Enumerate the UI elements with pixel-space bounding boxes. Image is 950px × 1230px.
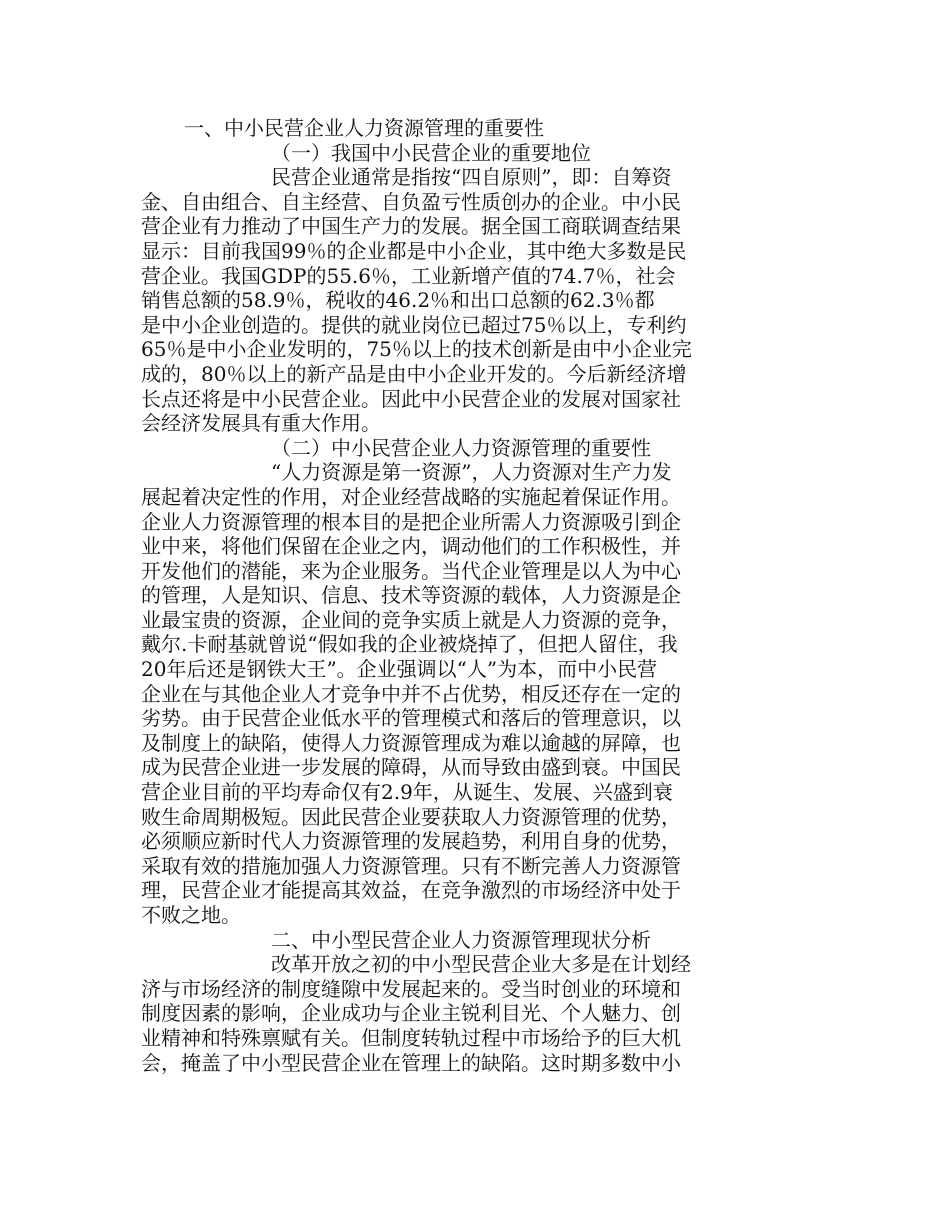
paragraph-first-line: 改革开放之初的中小型民营企业大多是在计划经 bbox=[271, 952, 691, 977]
body-text-line: 必须顺应新时代人力资源管理的发展趋势，利用自身的优势， bbox=[141, 829, 681, 854]
body-text-line: 业中来，将他们保留在企业之内，调动他们的工作积极性，并 bbox=[141, 534, 681, 559]
paragraph-first-line: 民营企业通常是指按“四自原则”，即：自筹资 bbox=[271, 165, 672, 190]
body-text-line: 理，民营企业才能提高其效益，在竞争激烈的市场经济中处于 bbox=[141, 878, 681, 903]
body-text-line: 开发他们的潜能，来为企业服务。当代企业管理是以人为中心 bbox=[141, 558, 681, 583]
body-text-line: 营企业目前的平均寿命仅有2.9年，从诞生、发展、兴盛到衰 bbox=[141, 780, 673, 805]
body-text-line: 采取有效的措施加强人力资源管理。只有不断完善人力资源管 bbox=[141, 853, 681, 878]
body-text-line: 金、自由组合、自主经营、自负盈亏性质创办的企业。中小民 bbox=[141, 189, 681, 214]
document-body bbox=[141, 116, 751, 1075]
body-text-line: 济与市场经济的制度缝隙中发展起来的。受当时创业的环境和 bbox=[141, 976, 681, 1001]
body-text-line: 成的，80％以上的新产品是由中小企业开发的。今后新经济增 bbox=[141, 361, 687, 386]
subsection-heading: （二）中小民营企业人力资源管理的重要性 bbox=[271, 435, 651, 460]
body-text-line: 戴尔.卡耐基就曾说“假如我的企业被烧掉了，但把人留住，我 bbox=[141, 632, 678, 657]
body-text-line: 败生命周期极短。因此民营企业要获取人力资源管理的优势， bbox=[141, 804, 681, 829]
body-text-line: 的管理，人是知识、信息、技术等资源的载体，人力资源是企 bbox=[141, 583, 681, 608]
body-text-line: 显示：目前我国99％的企业都是中小企业，其中绝大多数是民 bbox=[141, 238, 687, 263]
body-text-line: 业精神和特殊禀赋有关。但制度转轨过程中市场给予的巨大机 bbox=[141, 1025, 681, 1050]
section-heading: 一、中小民营企业人力资源管理的重要性 bbox=[184, 116, 544, 140]
section-heading: 二、中小型民营企业人力资源管理现状分析 bbox=[271, 927, 651, 952]
body-text-line: 企业在与其他企业人才竞争中并不占优势，相反还存在一定的 bbox=[141, 681, 681, 706]
subsection-heading: （一）我国中小民营企业的重要地位 bbox=[271, 140, 591, 165]
body-text-line: 制度因素的影响，企业成功与企业主锐利目光、个人魅力、创 bbox=[141, 1001, 681, 1026]
body-text-line: 劣势。由于民营企业低水平的管理模式和落后的管理意识，以 bbox=[141, 706, 681, 731]
body-text-line: 销售总额的58.9％，税收的46.2％和出口总额的62.3％都 bbox=[141, 288, 655, 313]
body-text-line: 20年后还是钢铁大王”。企业强调以“人”为本，而中小民营 bbox=[141, 657, 658, 682]
body-text-line: 营企业有力推动了中国生产力的发展。据全国工商联调查结果 bbox=[141, 214, 681, 239]
body-text-line: 成为民营企业进一步发展的障碍，从而导致由盛到衰。中国民 bbox=[141, 755, 681, 780]
body-text-line: 不败之地。 bbox=[141, 903, 241, 927]
paragraph-first-line: “人力资源是第一资源”，人力资源对生产力发 bbox=[271, 460, 672, 485]
body-text-line: 展起着决定性的作用，对企业经营战略的实施起着保证作用。 bbox=[141, 484, 681, 509]
body-text-line: 及制度上的缺陷，使得人力资源管理成为难以逾越的屏障，也 bbox=[141, 730, 681, 755]
body-text-line: 营企业。我国GDP的55.6％，工业新增产值的74.7％，社会 bbox=[141, 263, 676, 288]
body-text-line: 业最宝贵的资源，企业间的竞争实质上就是人力资源的竞争， bbox=[141, 607, 681, 632]
body-text-line: 企业人力资源管理的根本目的是把企业所需人力资源吸引到企 bbox=[141, 509, 681, 534]
body-text-line: 65％是中小企业发明的，75％以上的技术创新是由中小企业完 bbox=[141, 337, 692, 362]
body-text-line: 会经济发展具有重大作用。 bbox=[141, 411, 381, 436]
body-text-line: 会，掩盖了中小型民营企业在管理上的缺陷。这时期多数中小 bbox=[141, 1050, 681, 1075]
body-text-line: 长点还将是中小民营企业。因此中小民营企业的发展对国家社 bbox=[141, 386, 681, 411]
body-text-line: 是中小企业创造的。提供的就业岗位已超过75％以上，专利约 bbox=[141, 312, 687, 337]
